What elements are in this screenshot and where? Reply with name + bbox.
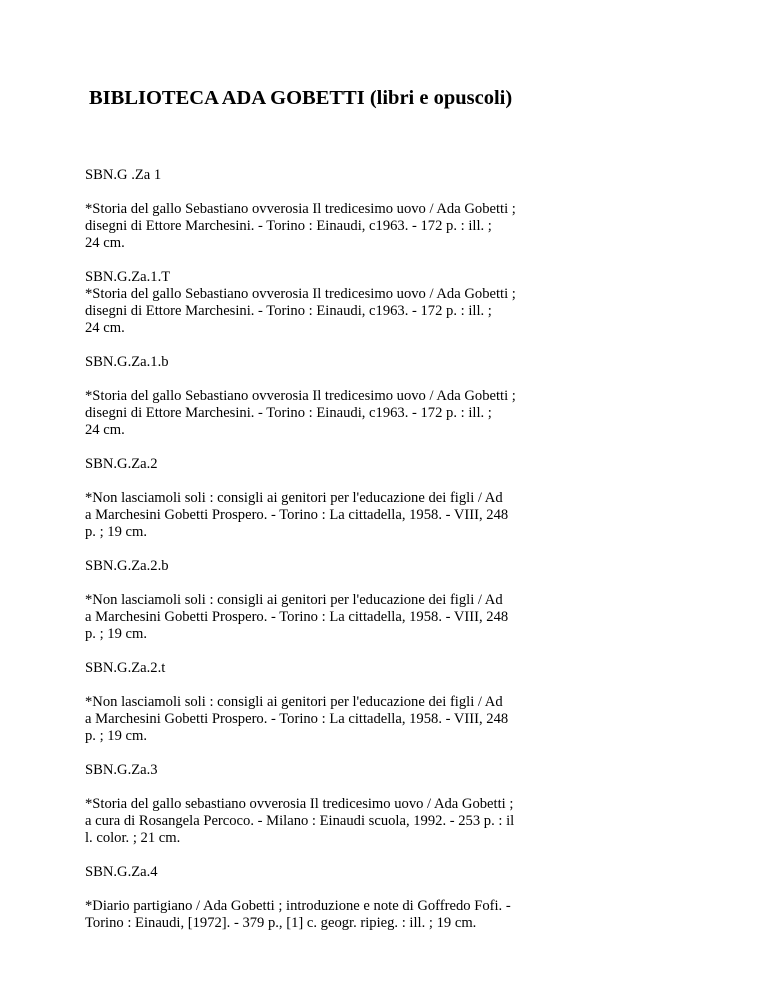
bibliographic-line: Torino : Einaudi, [1972]. - 379 p., [1] c. geogr. ripieg. : ill. ; 19 cm. bbox=[85, 915, 477, 931]
entry-spacer bbox=[85, 184, 565, 201]
entry-spacer bbox=[85, 677, 565, 694]
bibliographic-line: disegni di Ettore Marchesini. - Torino : Einaudi, c1963. - 172 p. : ill. ; bbox=[85, 303, 492, 319]
entry-spacer bbox=[85, 575, 565, 592]
shelf-mark: SBN.G.Za.2 bbox=[85, 456, 158, 472]
bibliographic-line: a Marchesini Gobetti Prospero. - Torino : La cittadella, 1958. - VIII, 248 bbox=[85, 711, 509, 727]
bibliographic-line: *Storia del gallo sebastiano ovverosia Il tredicesimo uovo / Ada Gobetti ; bbox=[85, 796, 514, 812]
catalog-entry bbox=[85, 660, 565, 745]
catalog-entry bbox=[85, 558, 565, 643]
bibliographic-line: 24 cm. bbox=[85, 235, 125, 251]
catalog-entry bbox=[85, 167, 565, 252]
bibliographic-line: p. ; 19 cm. bbox=[85, 626, 148, 642]
bibliographic-line: a cura di Rosangela Percoco. - Milano : Einaudi scuola, 1992. - 253 p. : il bbox=[85, 813, 515, 829]
bibliographic-line: *Storia del gallo Sebastiano ovverosia Il tredicesimo uovo / Ada Gobetti ; bbox=[85, 201, 516, 217]
entry-separator bbox=[85, 643, 565, 660]
bibliographic-line: 24 cm. bbox=[85, 422, 125, 438]
entry-separator bbox=[85, 439, 565, 456]
catalog-entries bbox=[85, 167, 565, 932]
catalog-entry bbox=[85, 456, 565, 541]
entry-separator bbox=[85, 745, 565, 762]
bibliographic-line: *Non lasciamoli soli : consigli ai genitori per l'educazione dei figli / Ad bbox=[85, 592, 503, 608]
bibliographic-line: disegni di Ettore Marchesini. - Torino : Einaudi, c1963. - 172 p. : ill. ; bbox=[85, 218, 492, 234]
bibliographic-line: p. ; 19 cm. bbox=[85, 524, 148, 540]
shelf-mark: SBN.G.Za.4 bbox=[85, 864, 158, 880]
shelf-mark: SBN.G.Za.2.b bbox=[85, 558, 169, 574]
bibliographic-line: p. ; 19 cm. bbox=[85, 728, 148, 744]
page-title: BIBLIOTECA ADA GOBETTI (libri e opuscoli) bbox=[89, 87, 513, 109]
shelf-mark: SBN.G.Za.3 bbox=[85, 762, 158, 778]
catalog-entry bbox=[85, 762, 565, 847]
bibliographic-line: l. color. ; 21 cm. bbox=[85, 830, 181, 846]
entry-separator bbox=[85, 847, 565, 864]
entry-spacer bbox=[85, 473, 565, 490]
shelf-mark: SBN.G.Za.2.t bbox=[85, 660, 166, 676]
shelf-mark: SBN.G.Za.1.T bbox=[85, 269, 171, 285]
entry-separator bbox=[85, 337, 565, 354]
bibliographic-line: a Marchesini Gobetti Prospero. - Torino : La cittadella, 1958. - VIII, 248 bbox=[85, 507, 509, 523]
entry-spacer bbox=[85, 779, 565, 796]
bibliographic-line: *Diario partigiano / Ada Gobetti ; introduzione e note di Goffredo Fofi. - bbox=[85, 898, 511, 914]
bibliographic-line: *Non lasciamoli soli : consigli ai genitori per l'educazione dei figli / Ad bbox=[85, 694, 503, 710]
catalog-entry bbox=[85, 269, 565, 337]
entry-spacer bbox=[85, 371, 565, 388]
entry-separator bbox=[85, 541, 565, 558]
shelf-mark: SBN.G.Za.1.b bbox=[85, 354, 169, 370]
bibliographic-line: *Storia del gallo Sebastiano ovverosia Il tredicesimo uovo / Ada Gobetti ; bbox=[85, 388, 516, 404]
bibliographic-line: disegni di Ettore Marchesini. - Torino : Einaudi, c1963. - 172 p. : ill. ; bbox=[85, 405, 492, 421]
bibliographic-line: 24 cm. bbox=[85, 320, 125, 336]
bibliographic-line: *Storia del gallo Sebastiano ovverosia Il tredicesimo uovo / Ada Gobetti ; bbox=[85, 286, 516, 302]
shelf-mark: SBN.G .Za 1 bbox=[85, 167, 162, 183]
bibliographic-line: a Marchesini Gobetti Prospero. - Torino : La cittadella, 1958. - VIII, 248 bbox=[85, 609, 509, 625]
bibliographic-line: *Non lasciamoli soli : consigli ai genitori per l'educazione dei figli / Ad bbox=[85, 490, 503, 506]
catalog-entry bbox=[85, 864, 565, 932]
entry-spacer bbox=[85, 881, 565, 898]
entry-separator bbox=[85, 252, 565, 269]
catalog-entry bbox=[85, 354, 565, 439]
